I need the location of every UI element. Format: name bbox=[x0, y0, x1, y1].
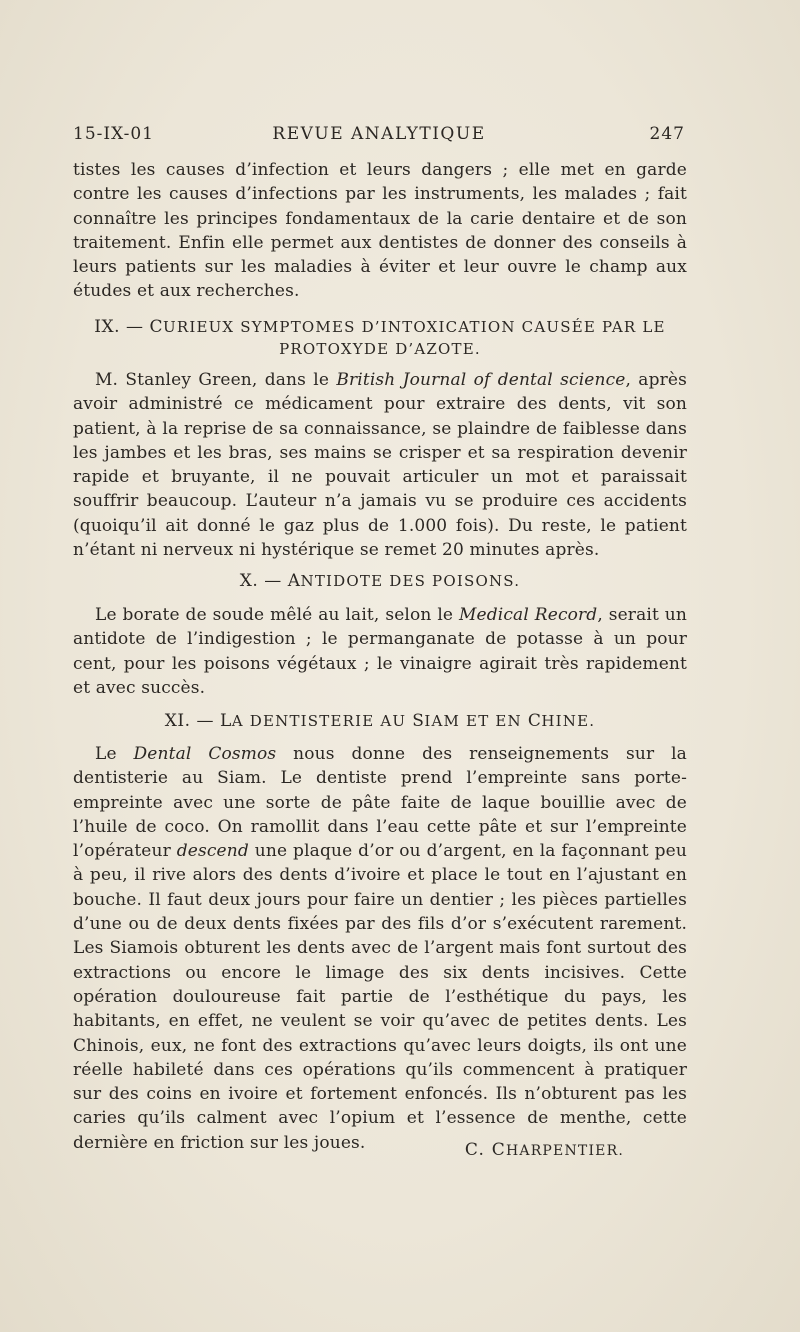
section-heading-xi bbox=[73, 710, 687, 732]
paragraph-siam bbox=[73, 742, 687, 1155]
text-run: , après avoir administré ce médicament pour extraire des dents, vit son patient, à la reprise de sa connaissance, se plaindre de faiblesse dans les jambes et les bras, ses mains se crisper et sa respiration devenir rapide et bruyante, il ne pouvait articuler un mot et paraissait souffrir beaucoup. L’auteur n’a jamais vu se produire ces accidents (quoiqu’il ait donné le gaz plus de 1.000 fois). Du reste, le patient n’étant ni nerveux ni hystérique se remet 20 minutes après. bbox=[73, 370, 687, 561]
section-numeral: XI. bbox=[164, 711, 191, 731]
signature-initial: C. bbox=[464, 1140, 486, 1160]
journal-title-italic: Medical Record bbox=[459, 605, 598, 625]
signature-surname-initial: C bbox=[491, 1140, 506, 1160]
paragraph-text bbox=[73, 742, 687, 1155]
journal-title-italic: British Journal of dental science bbox=[336, 370, 626, 390]
header-date: 15-IX-01 bbox=[73, 124, 154, 144]
author-signature bbox=[465, 1140, 624, 1160]
paragraph-text bbox=[73, 603, 687, 700]
text-run: Le bbox=[95, 744, 134, 764]
page-number: 247 bbox=[649, 124, 685, 144]
italic-word: descend bbox=[176, 841, 249, 862]
paragraph-antidote bbox=[73, 603, 687, 700]
section-dash: — bbox=[264, 571, 282, 591]
section-dash: — bbox=[126, 317, 144, 337]
section-heading-line-2: PROTOXYDE D’AZOTE. bbox=[279, 340, 481, 358]
text-run: nous donne des renseignements sur la dentisterie au Siam. Le dentiste prend l’empreinte sans porte-empreinte avec une sorte de pâte faite de laque bouillie avec de l’huile de coco. On ramollit dans l’eau cette pâte et sur l’empreinte l’opérateur bbox=[73, 744, 687, 862]
section-numeral: IX. bbox=[94, 317, 121, 337]
section-dash: — bbox=[196, 711, 214, 731]
text-run: M. Stanley Green, dans le bbox=[95, 370, 337, 390]
text-run: , serait un antidote de l’indigestion ; le permanganate de potasse à un pour cent, pour les poisons végétaux ; le vinaigre agirait très rapidement et avec succès. bbox=[73, 605, 687, 698]
heading-initial: C bbox=[527, 711, 542, 731]
running-header bbox=[73, 124, 685, 148]
heading-text: NTIDOTE DES POISONS. bbox=[300, 572, 521, 590]
heading-initial: L bbox=[219, 711, 232, 731]
section-heading-ix bbox=[73, 316, 687, 360]
heading-initial: A bbox=[287, 571, 301, 591]
paragraph-text bbox=[73, 368, 687, 562]
heading-initial: S bbox=[412, 711, 425, 731]
heading-initial: C bbox=[149, 317, 163, 337]
paragraph-text: tistes les causes d’infection et leurs dangers ; elle met en garde contre les causes d’infections par les instruments, les malades ; fait connaître les principes fondamentaux de la carie dentaire et de son traitement. Enfin elle permet aux dentistes de donner des conseils à leurs patients sur les maladies à éviter et leur ouvre le champ aux études et aux recherches. bbox=[73, 160, 687, 302]
paragraph-protoxyde bbox=[73, 368, 687, 562]
heading-text: HINE. bbox=[541, 712, 596, 730]
section-heading-x bbox=[73, 570, 687, 592]
heading-text: IAM ET EN bbox=[424, 712, 528, 730]
paragraph-continuation bbox=[73, 158, 687, 304]
section-heading-line-1 bbox=[73, 316, 687, 338]
section-numeral: X. bbox=[239, 571, 259, 591]
header-journal-title: REVUE ANALYTIQUE bbox=[272, 124, 486, 144]
journal-title-italic: Dental Cosmos bbox=[133, 744, 277, 764]
heading-text: A DENTISTERIE AU bbox=[231, 712, 413, 730]
heading-text: URIEUX SYMPTOMES D’INTOXICATION CAUSÉE PAR LE bbox=[162, 318, 666, 336]
signature-surname: HARPENTIER. bbox=[505, 1143, 624, 1159]
text-run: une plaque d’or ou d’argent, en la façonnant peu à peu, il rive alors des dents d’ivoire et place le tout en l’ajustant en bouche. Il faut deux jours pour faire un dentier ; les pièces partielles d’une ou de deux dents fixées par des fils d’or s’exécutent rarement. Les Siamois obturent les dents avec de l’argent mais font surtout des extractions ou encore le limage des six dents incisives. Cette opération douloureuse fait partie de l’esthétique du pays, les habitants, en effet, ne veulent se voir qu’avec de petites dents. Les Chinois, eux, ne font des extractions qu’avec leurs doigts, ils ont une réelle habileté dans ces opérations qu’ils commencent à pratiquer sur des coins en ivoire et fortement enfoncés. Ils n’obturent pas les caries qu’ils calment avec l’opium et l’essence de menthe, cette dernière en friction sur les joues. bbox=[73, 841, 687, 1153]
text-run: Le borate de soude mêlé au lait, selon le bbox=[95, 605, 459, 625]
